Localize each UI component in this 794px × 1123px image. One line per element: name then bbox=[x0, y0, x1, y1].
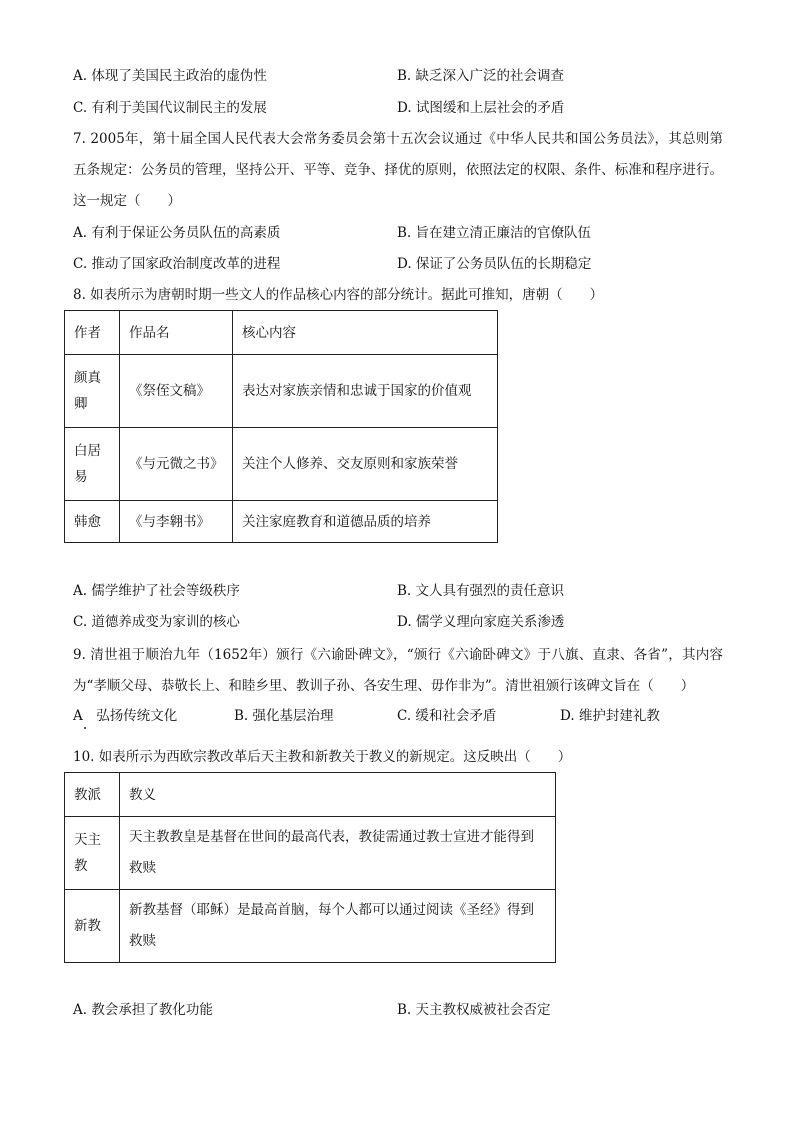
q6-option-c: C. 有利于美国代议制民主的发展 bbox=[73, 100, 267, 116]
q6-option-a: A. 体现了美国民主政治的虚伪性 bbox=[73, 68, 267, 84]
table-header-row bbox=[65, 773, 556, 817]
q7-stem: 7. 2005年，第十届全国人民代表大会常务委员会第十五次会议通过《中华人民共和国公务员法》，其总则第五条规定：公务员的管理，坚持公开、平等、竞争、择优的原则，依照法定的权限、条件、标准和程序进行。这一规定（ ） bbox=[73, 131, 723, 209]
table-row bbox=[65, 501, 498, 543]
q7-option-a: A. 有利于保证公务员队伍的高素质 bbox=[73, 225, 281, 241]
table-row bbox=[65, 817, 556, 890]
q6-option-d: D. 试图缓和上层社会的矛盾 bbox=[397, 100, 565, 116]
table-header-row bbox=[65, 311, 498, 355]
table-cell-content: 关注家庭教育和道德品质的培养 bbox=[233, 501, 498, 543]
q10-option-a: A. 教会承担了教化功能 bbox=[73, 1002, 213, 1018]
table-header-cell: 作者 bbox=[65, 311, 120, 355]
q8-option-b: B. 文人具有强烈的责任意识 bbox=[397, 583, 565, 599]
table-cell-author: 白居易 bbox=[65, 428, 120, 501]
q9-option-b: B. 强化基层治理 bbox=[234, 708, 334, 724]
table-cell-doctrine: 新教基督（耶稣）是最高首脑，每个人都可以通过阅读《圣经》得到救赎 bbox=[120, 890, 556, 963]
table-cell-content: 表达对家族亲情和忠诚于国家的价值观 bbox=[233, 355, 498, 428]
table-header-cell: 教义 bbox=[120, 773, 556, 817]
table-header-cell: 教派 bbox=[65, 773, 120, 817]
table-cell-work: 《祭侄文稿》 bbox=[120, 355, 233, 428]
table-row bbox=[65, 890, 556, 963]
q7-option-c: C. 推动了国家政治制度改革的进程 bbox=[73, 256, 281, 272]
table-cell-content: 关注个人修养、交友原则和家族荣誉 bbox=[233, 428, 498, 501]
table-cell-sect: 新教 bbox=[65, 890, 120, 963]
q9-option-d: D. 维护封建礼教 bbox=[560, 708, 660, 724]
table-cell-work: 《与李翱书》 bbox=[120, 501, 233, 543]
q9-stem: 9. 清世祖于顺治九年（1652年）颁行《六谕卧碑文》，“颁行《六谕卧碑文》于八旗、直隶、各省”，其内容为“孝顺父母、恭敬长上、和睦乡里、教训子孙、各安生理、毋作非为”。清世祖颁行该碑文旨在（ ） bbox=[73, 647, 723, 694]
table-cell-work: 《与元微之书》 bbox=[120, 428, 233, 501]
table-cell-doctrine: 天主教教皇是基督在世间的最高代表，教徒需通过教士宣进才能得到救赎 bbox=[120, 817, 556, 890]
table-cell-author: 韩愈 bbox=[65, 501, 120, 543]
q7-option-d: D. 保证了公务员队伍的长期稳定 bbox=[397, 256, 592, 272]
q7-option-b: B. 旨在建立清正廉洁的官僚队伍 bbox=[397, 225, 592, 241]
q10-stem: 10. 如表所示为西欧宗教改革后天主教和新教关于教义的新规定。这反映出（ ） bbox=[73, 749, 572, 765]
table-header-cell: 作品名 bbox=[120, 311, 233, 355]
q9-option-c: C. 缓和社会矛盾 bbox=[397, 708, 497, 724]
table-cell-sect: 天主教 bbox=[65, 817, 120, 890]
table-row bbox=[65, 355, 498, 428]
q9-option-a: A 弘扬传统文化 bbox=[73, 708, 178, 724]
q8-option-d: D. 儒学义理向家庭关系渗透 bbox=[397, 614, 565, 630]
q8-table bbox=[64, 310, 498, 543]
table-header-cell: 核心内容 bbox=[233, 311, 498, 355]
q6-option-b: B. 缺乏深入广泛的社会调查 bbox=[397, 68, 565, 84]
table-cell-author: 颜真卿 bbox=[65, 355, 120, 428]
q8-stem: 8. 如表所示为唐朝时期一些文人的作品核心内容的部分统计。据此可推知，唐朝（ ） bbox=[73, 287, 604, 303]
q8-option-c: C. 道德养成变为家训的核心 bbox=[73, 614, 240, 630]
q8-option-a: A. 儒学维护了社会等级秩序 bbox=[73, 583, 240, 599]
table-row bbox=[65, 428, 498, 501]
stray-dot bbox=[84, 727, 86, 729]
q10-table bbox=[64, 772, 556, 963]
q10-option-b: B. 天主教权威被社会否定 bbox=[397, 1002, 551, 1018]
